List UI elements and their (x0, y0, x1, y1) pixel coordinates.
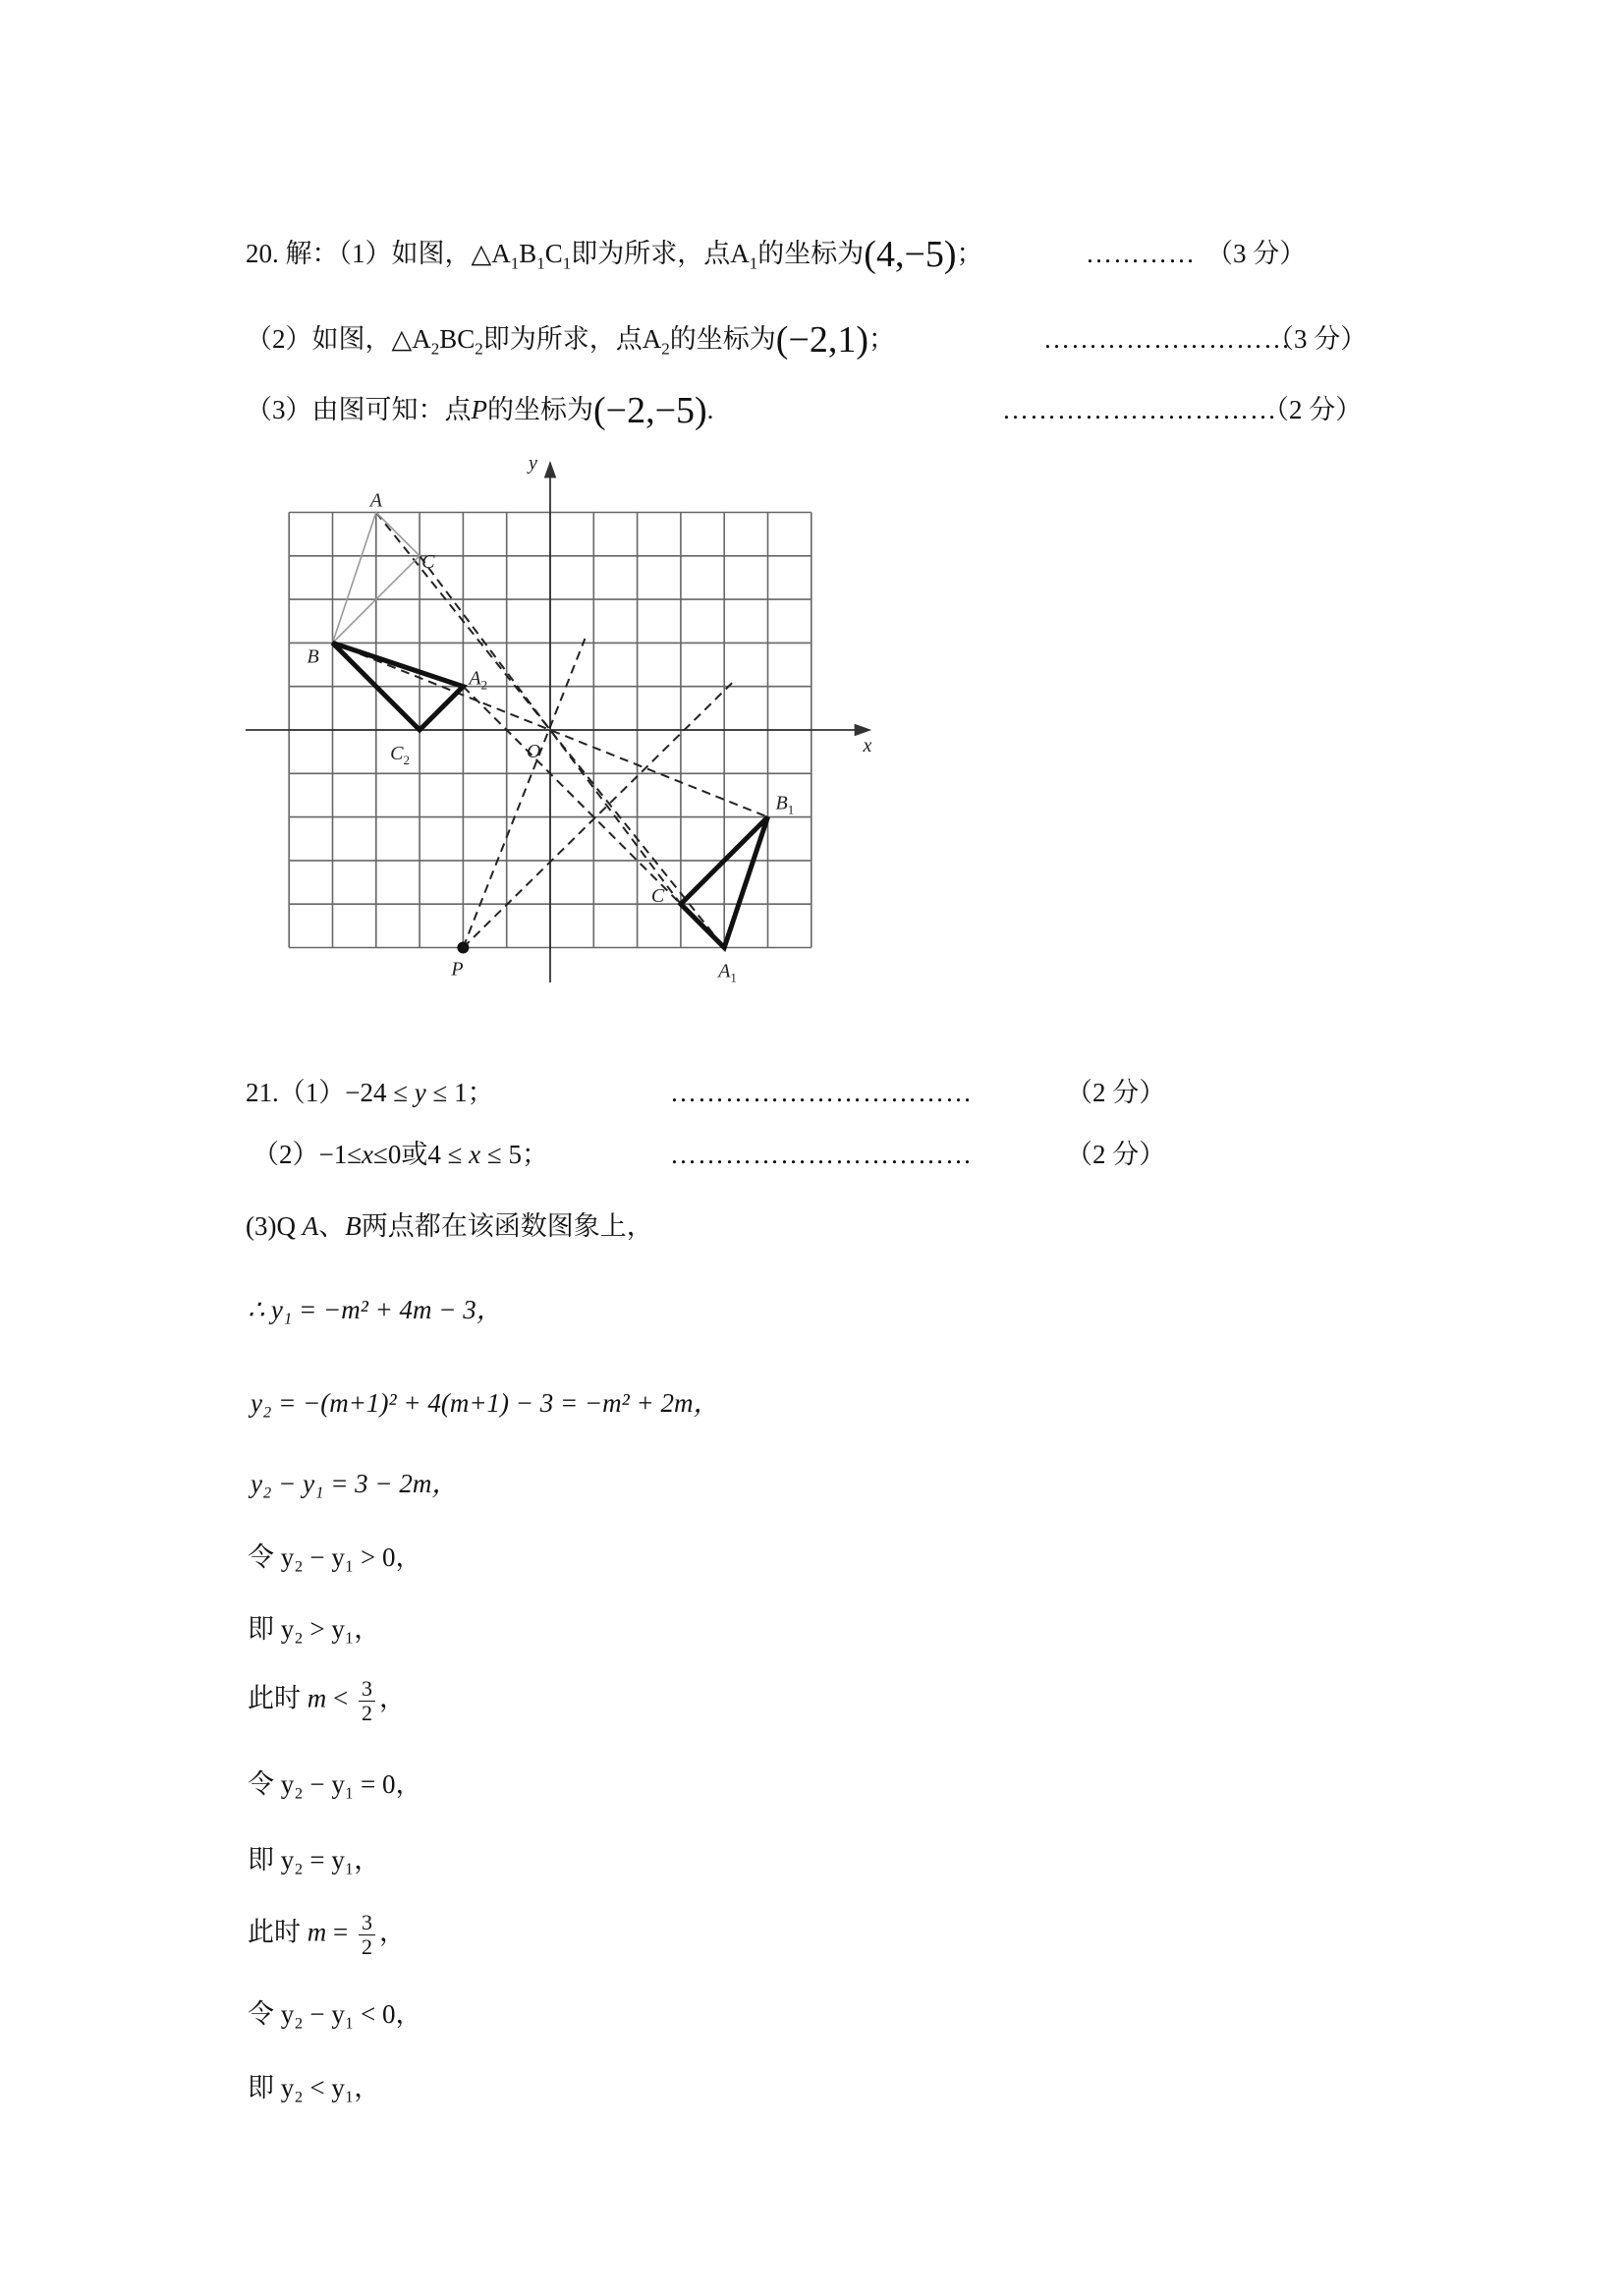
q21-line12 (248, 1911, 406, 1959)
q21-line9-lead: 此时 (248, 1683, 308, 1713)
q21-line9 (248, 1677, 406, 1725)
q20-line3-lead: （3）由图可知：点 (246, 395, 472, 424)
q20-line3-p: P (471, 395, 487, 424)
q21-line12-tail: ， (378, 1917, 406, 1947)
label-c2: $C_2$ (390, 743, 410, 767)
q20-line2-sub2: 2 (475, 339, 483, 359)
fraction-numerator: 3 (359, 1677, 375, 1702)
q20-line2-b: BC (439, 324, 476, 354)
q21-line3-a: A (302, 1211, 319, 1241)
q21-line3-sep: 、 (318, 1211, 346, 1241)
figure-labels (308, 453, 872, 985)
q21-line3-tail: 两点都在该函数图象上， (361, 1211, 653, 1241)
q21-line3 (246, 1206, 653, 1246)
label-a1: $A_1$ (718, 960, 737, 985)
q21-line10: 令 y₂ − y₁ = 0， (248, 1769, 422, 1799)
q21-line14: 即 y₂ < y₁， (248, 2073, 381, 2102)
coordinate-figure (241, 452, 874, 992)
fraction-3-2 (359, 1677, 375, 1725)
q20-line1-score: （3 分） (1206, 239, 1307, 268)
q21-line1-text: （1）−24 ≤ (278, 1078, 415, 1107)
q20-line1-mid: 即为所求，点A (571, 239, 750, 268)
label-c1: C (650, 885, 665, 908)
fraction-denominator: 2 (361, 1934, 372, 1959)
q21-line1 (246, 1073, 494, 1112)
q20-line1-semi: ； (956, 239, 983, 268)
q20-line2-sub1: 2 (430, 339, 440, 359)
axis-y-label: y (529, 452, 537, 475)
q21-line4: ∴ y₁ = −m² + 4m − 3， (248, 1295, 503, 1324)
fraction-denominator: 2 (361, 1701, 372, 1725)
label-a: A (369, 489, 383, 512)
q21-line5: y₂ = −(m+1)² + 4(m+1) − 3 = −m² + 2m， (251, 1388, 720, 1418)
q21-line2-mid: ≤0或4 ≤ (373, 1140, 470, 1169)
q21-line1-dots: …………………………… (670, 1078, 973, 1107)
q20-number: 20. (246, 239, 279, 268)
q21-line2-x1: x (362, 1140, 374, 1169)
q21-line9-op: < (326, 1683, 355, 1713)
q21-line2-text: （2）−1≤ (252, 1140, 363, 1169)
q20-line1 (246, 234, 983, 283)
q21-line1-tail: ≤ 1； (425, 1078, 494, 1107)
q21-line11: 即 y₂ = y₁， (248, 1845, 381, 1875)
q20-line3-coord: (−2,−5) (593, 390, 707, 431)
q20-line2-tail: 的坐标为 (669, 324, 776, 354)
q20-line1-sub3: 1 (562, 253, 572, 273)
axis-x-label: x (863, 735, 872, 756)
q21-line9-var: m (307, 1683, 327, 1713)
fraction-3-2 (359, 1911, 375, 1959)
q20-line3 (246, 390, 713, 430)
q20-line1-b: B (519, 239, 537, 268)
q21-line12-op: = (326, 1917, 355, 1947)
q21-line3-b: B (345, 1211, 362, 1241)
q21-line2 (252, 1135, 548, 1174)
q21-line2-dots: …………………………… (670, 1140, 973, 1169)
q20-line2-dots: ……………………… (1043, 324, 1291, 354)
q20-line3-score: （2 分） (1262, 395, 1363, 424)
q21-line7: 令 y₂ − y₁ > 0， (248, 1542, 422, 1572)
label-c: C (421, 550, 435, 573)
q21-number: 21. (246, 1078, 279, 1107)
q21-line12-var: m (307, 1917, 327, 1947)
fraction-numerator: 3 (359, 1911, 375, 1935)
q21-line6: y₂ − y₁ = 3 − 2m， (251, 1469, 459, 1498)
q20-line2-semi: ； (868, 324, 896, 354)
q20-line1-sub1: 1 (510, 253, 520, 273)
point-p-marker (457, 942, 469, 954)
x-axis-arrow (856, 725, 869, 735)
q20-line3-dots: ………………………… (1002, 395, 1277, 424)
q21-line13: 令 y₂ − y₁ < 0， (248, 1999, 422, 2029)
q21-line8: 即 y₂ > y₁， (248, 1614, 381, 1644)
q20-line2-coord: (−2,1) (775, 319, 869, 361)
q21-line1-y: y (414, 1078, 426, 1107)
q20-line3-tail: 的坐标为 (487, 395, 593, 424)
q20-line2-score: （3 分） (1267, 324, 1368, 354)
label-b: B (307, 645, 319, 668)
q21-line1-score: （2 分） (1066, 1078, 1166, 1107)
q20-line1-dots: ………… (1086, 239, 1196, 268)
q20-line1-sub4: 1 (749, 253, 758, 273)
q20-line2-lead: （2）如图，△A (246, 324, 431, 354)
q20-line1-lead: 解：（1）如图，△A (285, 239, 511, 268)
q20-line1-c: C (544, 239, 563, 268)
label-a2: $A_2$ (469, 667, 488, 693)
q21-line2-score: （2 分） (1066, 1140, 1166, 1169)
label-o: O (527, 741, 541, 762)
q20-line2-sub3: 2 (661, 339, 670, 359)
q20-line1-tail: 的坐标为 (757, 239, 865, 268)
q21-line2-tail: ≤ 5； (480, 1140, 548, 1169)
q21-line12-lead: 此时 (248, 1917, 308, 1947)
y-axis-arrow (545, 464, 555, 477)
label-b1: $B_1$ (775, 792, 795, 817)
q20-line1-coord: (4,−5) (864, 234, 957, 275)
q21-line3-text: (3)Q (246, 1211, 303, 1241)
label-p: P (451, 958, 464, 980)
q20-line1-sub2: 1 (536, 253, 545, 273)
q21-line9-tail: ， (378, 1683, 406, 1713)
q20-line3-period: . (706, 395, 714, 424)
q20-line2-mid: 即为所求，点A (482, 324, 662, 354)
q21-line2-x2: x (469, 1140, 481, 1169)
q20-line2 (246, 319, 895, 368)
